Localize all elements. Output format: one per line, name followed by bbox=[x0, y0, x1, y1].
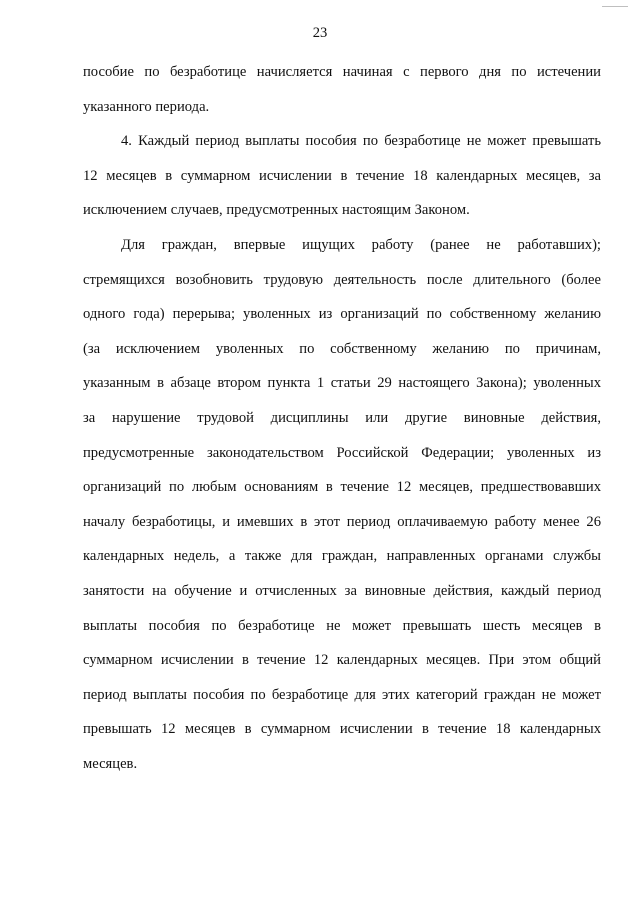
text-line: календарных недель, а также для граждан, направленных органами службы bbox=[83, 548, 601, 565]
paragraph-4-start: 4. Каждый период выплаты пособия по безработице не может превышать bbox=[121, 133, 601, 150]
paragraph-start: Для граждан, впервые ищущих работу (ранее не работавших); bbox=[121, 236, 601, 253]
text-line: выплаты пособия по безработице не может превышать шесть месяцев в bbox=[83, 617, 601, 634]
text-line: занятости на обучение и отчисленных за виновные действия, каждый период bbox=[83, 582, 601, 599]
body-text bbox=[83, 55, 601, 781]
text-line: исключением случаев, предусмотренных настоящим Законом. bbox=[83, 202, 470, 219]
text-line: одного года) перерыва; уволенных из организаций по собственному желанию bbox=[83, 306, 601, 323]
text-line: период выплаты пособия по безработице для этих категорий граждан не может bbox=[83, 686, 601, 703]
text-line: за нарушение трудовой дисциплины или другие виновные действия, bbox=[83, 409, 601, 426]
text-line: пособие по безработице начисляется начиная с первого дня по истечении bbox=[83, 64, 601, 80]
text-line: месяцев. bbox=[83, 755, 138, 772]
text-line: указанным в абзаце втором пункта 1 статьи 29 настоящего Закона); уволенных bbox=[83, 375, 601, 392]
text-line: началу безработицы, и имевших в этот период оплачиваемую работу менее 26 bbox=[83, 513, 601, 530]
text-line: стремящихся возобновить трудовую деятельность после длительного (более bbox=[83, 271, 601, 288]
text-line: (за исключением уволенных по собственному желанию по причинам, bbox=[83, 340, 601, 357]
text-line: 12 месяцев в суммарном исчислении в течение 18 календарных месяцев, за bbox=[83, 167, 601, 184]
page-number: 23 bbox=[312, 25, 328, 41]
text-line: предусмотренные законодательством Российской Федерации; уволенных из bbox=[83, 444, 601, 461]
text-line: суммарном исчислении в течение 12 календарных месяцев. При этом общий bbox=[83, 652, 601, 669]
text-line: превышать 12 месяцев в суммарном исчислении в течение 18 календарных bbox=[83, 721, 601, 738]
text-line: указанного периода. bbox=[83, 98, 210, 115]
corner-mark bbox=[602, 6, 628, 7]
text-line: организаций по любым основаниям в течение 12 месяцев, предшествовавших bbox=[83, 479, 601, 496]
